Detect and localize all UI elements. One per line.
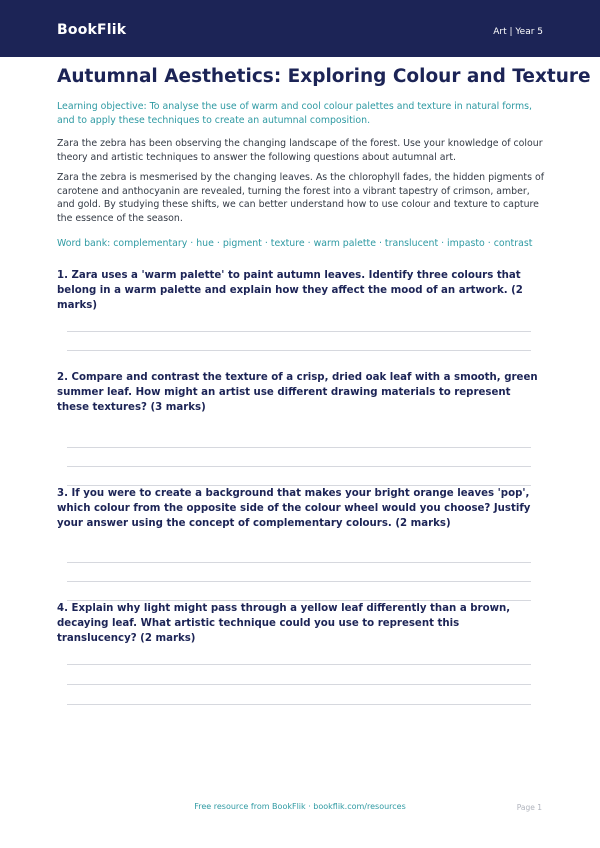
- word-bank: Word bank: complementary · hue · pigment · texture · warm palette · translucent · impasto · contrast: [57, 238, 533, 249]
- answer-line[interactable]: [67, 664, 531, 665]
- page-number: Page 1: [516, 803, 542, 812]
- question-4: 4. Explain why light might pass through a yellow leaf differently than a brown, decaying leaf. What artistic technique could you use to represent this translucency? (2 marks): [57, 603, 511, 644]
- answer-line[interactable]: [67, 350, 531, 351]
- answer-line[interactable]: [67, 581, 531, 582]
- subject-label: Art | Year 5: [493, 27, 543, 37]
- answer-line[interactable]: [67, 704, 531, 705]
- answer-line[interactable]: [67, 447, 531, 448]
- footer-credit: Free resource from BookFlik · bookflik.com/resources: [194, 802, 406, 811]
- question-3: 3. If you were to create a background that makes your bright orange leaves 'pop', which colour from the opposite side of the colour wheel would you choose? Justify your answer using the concept of complementary colours. (2 marks): [57, 488, 531, 529]
- learning-objective: Learning objective: To analyse the use of warm and cool colour palettes and texture in natural forms, and to apply these techniques to create an autumnal composition.: [57, 101, 532, 126]
- brand-logo: BookFlik: [57, 22, 127, 38]
- answer-line[interactable]: [67, 684, 531, 685]
- intro-paragraph-2: Zara the zebra is mesmerised by the changing leaves. As the chlorophyll fades, the hidden pigments of carotene and anthocyanin are revealed, turning the forest into a vibrant tapestry of crimson, amber, and gold. By studying these shifts, we can better understand how to use colour and texture to capture the essence of the season.: [57, 172, 544, 224]
- answer-line[interactable]: [67, 562, 531, 563]
- question-1: 1. Zara uses a 'warm palette' to paint autumn leaves. Identify three colours that belong in a warm palette and explain how they affect the mood of an artwork. (2 marks): [57, 270, 523, 311]
- page-title: Autumnal Aesthetics: Exploring Colour and Texture: [57, 66, 591, 87]
- question-2: 2. Compare and contrast the texture of a crisp, dried oak leaf with a smooth, green summer leaf. How might an artist use different drawing materials to represent these textures? (3 marks): [57, 372, 538, 413]
- header-bar: [0, 0, 600, 57]
- answer-line[interactable]: [67, 331, 531, 332]
- intro-paragraph-1: Zara the zebra has been observing the changing landscape of the forest. Use your knowledge of colour theory and artistic techniques to answer the following questions about autumnal art.: [57, 138, 543, 163]
- answer-line[interactable]: [67, 466, 531, 467]
